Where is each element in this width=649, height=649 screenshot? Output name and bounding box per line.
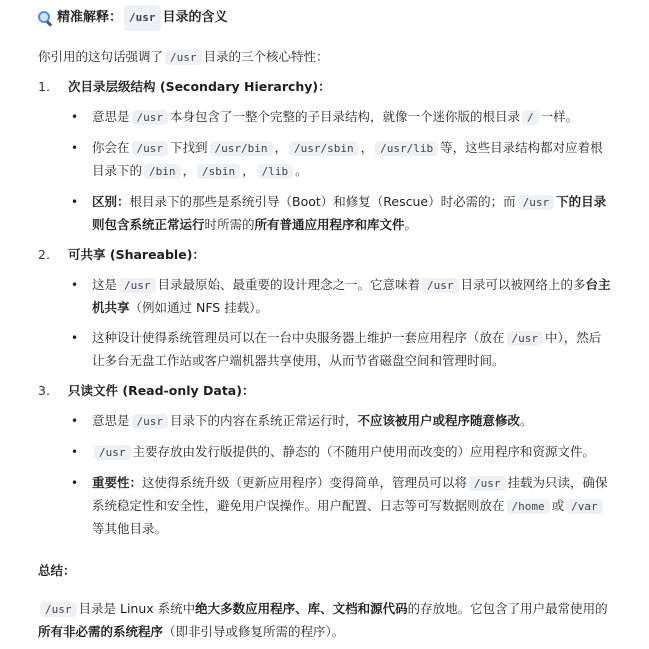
text: ，: [242, 163, 255, 178]
text: 意思是: [92, 413, 130, 428]
text: 根目录下的那些是系统引导（Boot）和修复（Rescue）时必需的；而: [129, 194, 516, 209]
text: 的存放地。它包含了用户最常使用的: [407, 601, 608, 616]
text: ，: [182, 163, 196, 178]
inline-code: /usr/bin: [210, 141, 273, 156]
text: 本身包含了一整个完整的子目录结构，就像一个迷你版的根目录: [170, 109, 521, 124]
text: 。: [295, 163, 308, 178]
inline-code: /usr: [119, 278, 156, 293]
text: 目录是 Linux 系统中: [78, 601, 196, 616]
bold-text: 绝大多数应用程序、库、文档和源代码: [195, 601, 408, 616]
text: 这使得系统升级（更新应用程序）变得简单，管理员可以将: [142, 475, 468, 490]
section-secondary-hierarchy: [38, 76, 611, 236]
heading-post: 目录的含义: [162, 10, 228, 25]
section-number: 3.: [38, 383, 50, 398]
text: 等其他目录。: [92, 521, 168, 536]
bold-text: 重要性：: [92, 475, 143, 490]
text: ，: [274, 140, 288, 155]
inline-code: /usr: [94, 445, 131, 460]
text: 意思是: [92, 109, 130, 124]
bold-text: 所有普通应用程序和库文件: [254, 217, 405, 232]
characteristics-list: [38, 76, 611, 540]
inline-code: /: [522, 110, 539, 125]
text: 中），然后让多台无盘工作站或客户端机器共享使用，从而节省磁盘空间和管理时间。: [92, 330, 602, 368]
list-item: [68, 441, 611, 464]
inline-code: /sbin: [197, 164, 240, 179]
inline-code: /usr/lib: [375, 141, 438, 156]
inline-code: /usr: [132, 110, 169, 125]
list-item: [68, 327, 611, 372]
list-item: [68, 472, 611, 540]
inline-code: /usr: [124, 5, 161, 31]
bold-text: 所有非必需的系统程序: [38, 624, 164, 639]
inline-code: /lib: [257, 164, 294, 179]
inline-code: /usr/sbin: [289, 141, 359, 156]
text: （即非引导或修复所需的程序）。: [163, 624, 345, 639]
magnifier-icon: [38, 11, 52, 25]
inline-code: /home: [507, 499, 550, 514]
heading-pre: 精准解释：: [57, 10, 123, 25]
bold-text: 区别：: [92, 194, 130, 209]
text: 这种设计使得系统管理员可以在一台中央服务器上维护一套应用程序（放在: [92, 330, 505, 345]
text: 主要存放由发行版提供的、静态的（不随用户使用而改变的）应用程序和资源文件。: [132, 444, 596, 459]
intro-paragraph: [38, 46, 611, 68]
text: （例如通过 NFS 挂载）。: [129, 300, 268, 315]
section-shareable: [38, 244, 611, 372]
intro-text: 你引用的这句话强调了: [38, 49, 164, 64]
list-item: [68, 137, 611, 183]
text: 你会在: [92, 140, 130, 155]
text: 。: [520, 413, 533, 428]
text: 下找到: [170, 140, 208, 155]
bold-text: 下的目录则包含系统正常运行: [92, 194, 607, 232]
summary-paragraph: [38, 598, 611, 643]
summary-heading: 总结：: [38, 563, 76, 578]
text: 这是: [92, 277, 118, 292]
text: 目录最原始、最重要的设计理念之一。它意味着: [157, 277, 421, 292]
inline-code: /usr: [469, 476, 506, 491]
list-item: [68, 410, 611, 433]
heading: [38, 6, 611, 30]
inline-code: /usr: [132, 141, 169, 156]
inline-code: /usr: [132, 414, 169, 429]
list-item: [68, 106, 611, 129]
text: 等，这些目录结构都对应着根目录下的: [92, 140, 603, 178]
text: 一样。: [540, 109, 579, 124]
inline-code: /bin: [144, 164, 181, 179]
text: 挂载为只读，确保系统稳定性和安全性，避免用户误操作。用户配置、日志等可写数据则放在: [92, 475, 608, 513]
bold-text: 台主机共享: [92, 277, 611, 315]
inline-code: /usr: [507, 331, 544, 346]
text: ，: [360, 140, 374, 155]
bold-text: 不应该被用户或程序随意修改: [357, 413, 521, 428]
list-item: [68, 274, 611, 319]
inline-code: /usr: [422, 278, 459, 293]
section-title: 可共享 (Shareable)：: [68, 247, 205, 262]
text: 。: [404, 217, 418, 232]
inline-code: /usr: [40, 602, 77, 617]
text: 或: [551, 498, 565, 513]
text: 目录可以被网络上的多: [460, 277, 586, 292]
section-title: 次目录层级结构 (Secondary Hierarchy)：: [68, 79, 331, 94]
section-title: 只读文件 (Read-only Data)：: [68, 383, 255, 398]
list-item: [68, 191, 611, 236]
section-read-only: [38, 380, 611, 540]
inline-code: /usr: [518, 195, 555, 210]
section-number: 2.: [38, 247, 50, 262]
inline-code: /usr: [165, 50, 202, 65]
intro-text: 目录的三个核心特性：: [203, 49, 329, 64]
inline-code: /var: [566, 499, 603, 514]
section-number: 1.: [38, 79, 50, 94]
text: 时所需的: [204, 217, 255, 232]
text: 目录下的内容在系统正常运行时，: [170, 413, 358, 428]
